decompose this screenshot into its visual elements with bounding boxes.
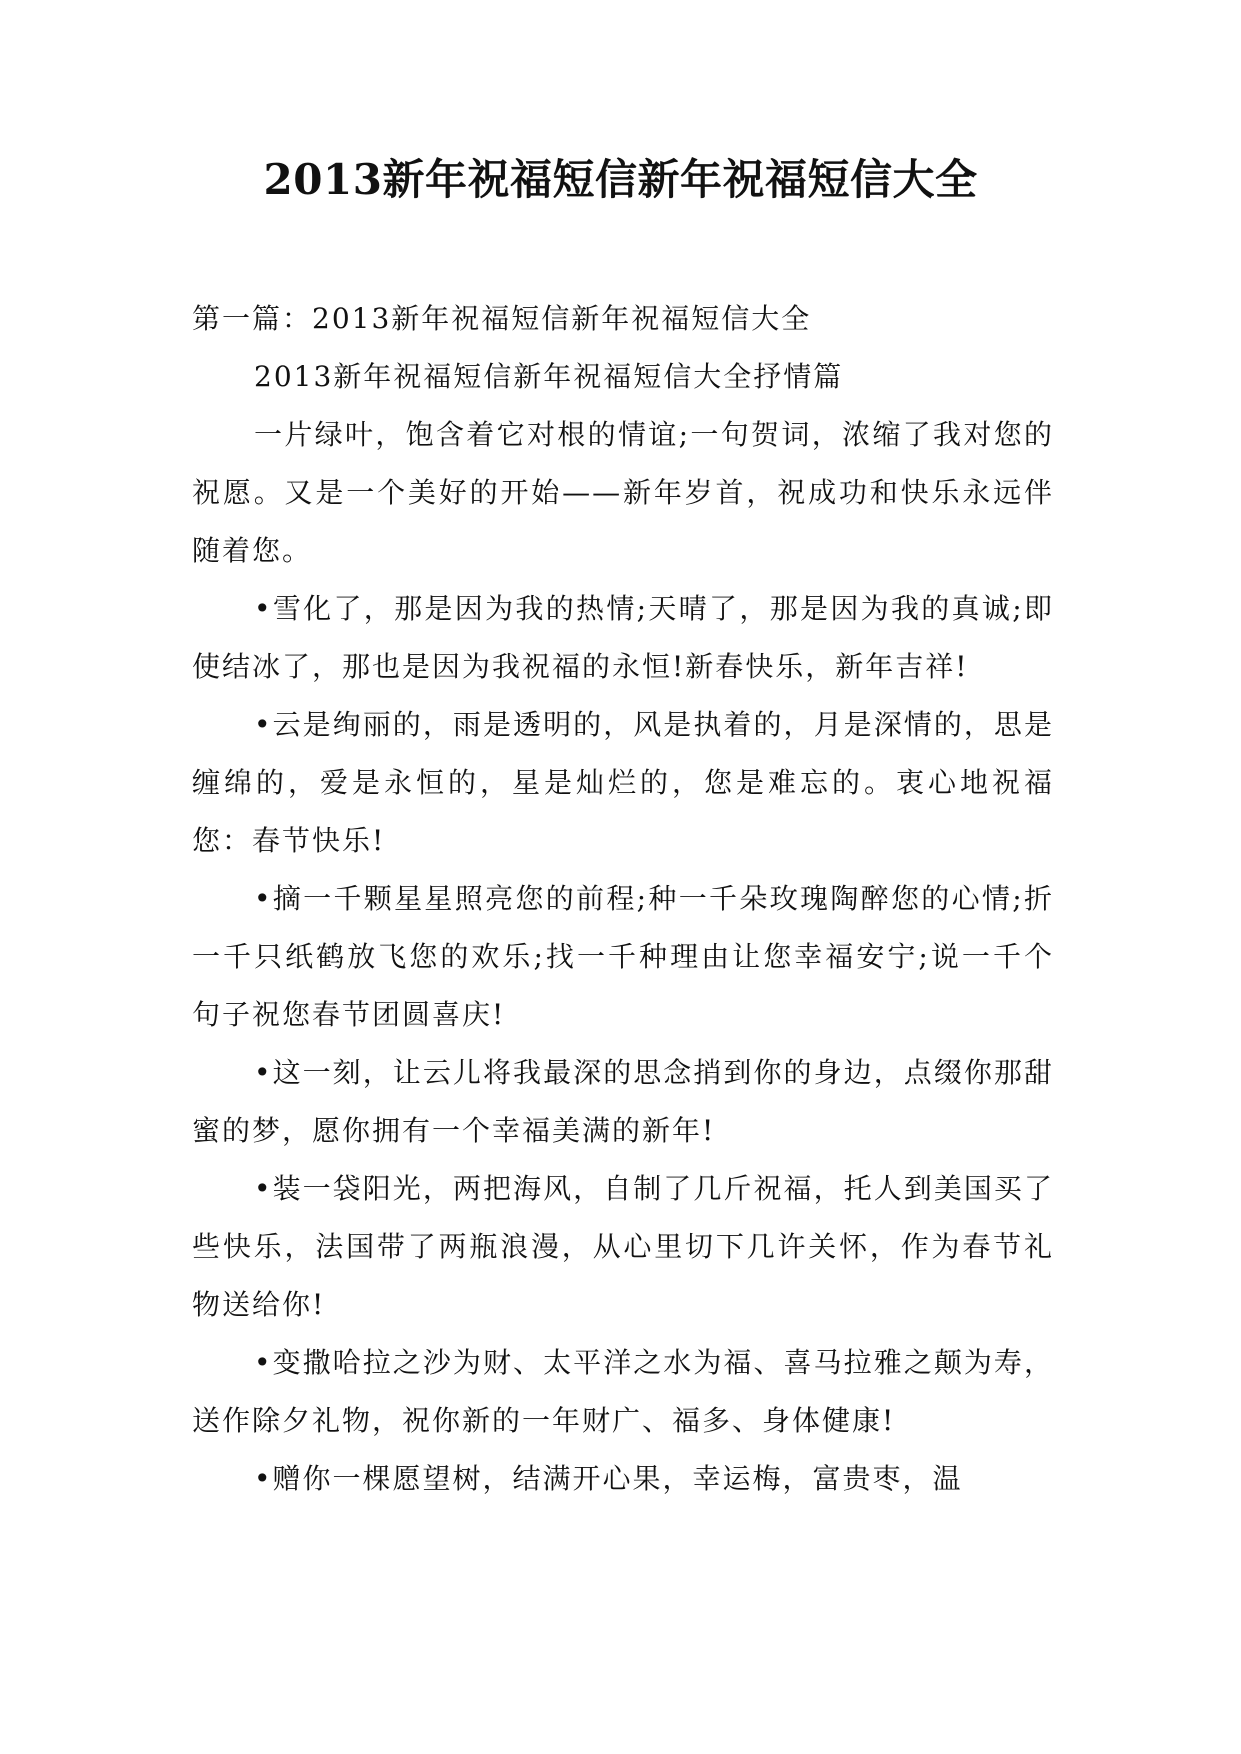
document-title: 2013新年祝福短信新年祝福短信大全	[263, 155, 978, 204]
document-body	[192, 290, 1054, 1508]
paragraph: •云是绚丽的，雨是透明的，风是执着的，月是深情的，思是缠绵的，爱是永恒的，星是灿烂的，您是难忘的。衷心地祝福您：春节快乐!	[192, 708, 1054, 857]
section-heading: 第一篇：2013新年祝福短信新年祝福短信大全	[192, 302, 812, 335]
subheading: 2013新年祝福短信新年祝福短信大全抒情篇	[254, 360, 844, 393]
paragraph: •摘一千颗星星照亮您的前程;种一千朵玫瑰陶醉您的心情;折一千只纸鹤放飞您的欢乐;找一千种理由让您幸福安宁;说一千个句子祝您春节团圆喜庆!	[192, 882, 1054, 1031]
paragraph: 一片绿叶，饱含着它对根的情谊;一句贺词，浓缩了我对您的祝愿。又是一个美好的开始——新年岁首，祝成功和快乐永远伴随着您。	[192, 418, 1054, 567]
paragraph: •雪化了，那是因为我的热情;天晴了，那是因为我的真诚;即使结冰了，那也是因为我祝福的永恒!新春快乐，新年吉祥!	[192, 592, 1054, 683]
paragraph: •这一刻，让云儿将我最深的思念捎到你的身边，点缀你那甜蜜的梦，愿你拥有一个幸福美满的新年!	[192, 1056, 1054, 1147]
paragraph: •装一袋阳光，两把海风，自制了几斤祝福，托人到美国买了些快乐，法国带了两瓶浪漫，从心里切下几许关怀，作为春节礼物送给你!	[192, 1172, 1054, 1321]
paragraph: •变撒哈拉之沙为财、太平洋之水为福、喜马拉雅之颠为寿，送作除夕礼物，祝你新的一年财广、福多、身体健康!	[192, 1346, 1054, 1437]
paragraph: •赠你一棵愿望树，结满开心果，幸运梅，富贵枣，温	[254, 1462, 963, 1495]
